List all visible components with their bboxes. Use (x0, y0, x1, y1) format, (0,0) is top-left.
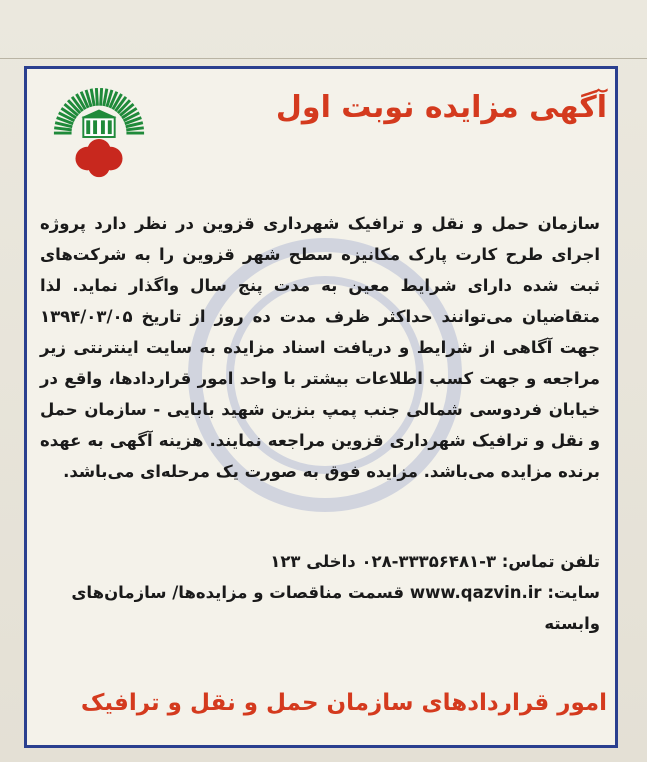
site-line (40, 577, 600, 639)
phone-line: تلفن تماس: ۳-۳۳۳۵۶۴۸۱-۰۲۸ داخلی ۱۲۳ (270, 552, 600, 571)
municipality-logo-icon (50, 88, 148, 186)
logo-ray (54, 128, 72, 130)
site-link[interactable]: www.qazvin.ir (409, 583, 542, 602)
notice-title: آگهی مزایده نوبت اول (275, 90, 607, 125)
logo-ray (126, 128, 144, 130)
site-description: قسمت مناقصات و مزایده‌ها/ سازمان‌های وابسته (71, 583, 600, 633)
logo-ray (101, 88, 102, 106)
notice-body-paragraph: سازمان حمل و نقل و ترافیک شهرداری قزوین در نظر دارد پروژه اجرای طرح کارت پارک مکانیزه سطح شهر قزوین را به شرکت‌های ثبت شده دارای شرایط معین به مدت پنج سال واگذار نماید. لذا متقاضیان می‌توانند حداکثر ظرف مدت ده روز از تاریخ ۱۳۹۴/۰۳/۰۵ جهت آگاهی از شرایط و دریافت اسناد مزایده به سایت اینترنتی زیر مراجعه و جهت کسب اطلاعات بیشتر با واحد امور قراردادها، واقع در خیابان فردوسی شمالی جنب پمپ بنزین شهید بابایی - سازمان حمل و نقل و ترافیک شهرداری قزوین مراجعه نمایند. هزینه آگهی به عهده برنده مزایده می‌باشد. مزایده فوق به صورت یک مرحله‌ای می‌باشد. (40, 214, 600, 481)
contact-block (40, 546, 600, 639)
logo-ray (96, 88, 97, 106)
top-divider (0, 58, 647, 59)
footer-signature: امور قراردادهای سازمان حمل و نقل و ترافیک (80, 690, 607, 716)
site-label: سایت: (547, 583, 600, 602)
notice-body (40, 208, 600, 487)
